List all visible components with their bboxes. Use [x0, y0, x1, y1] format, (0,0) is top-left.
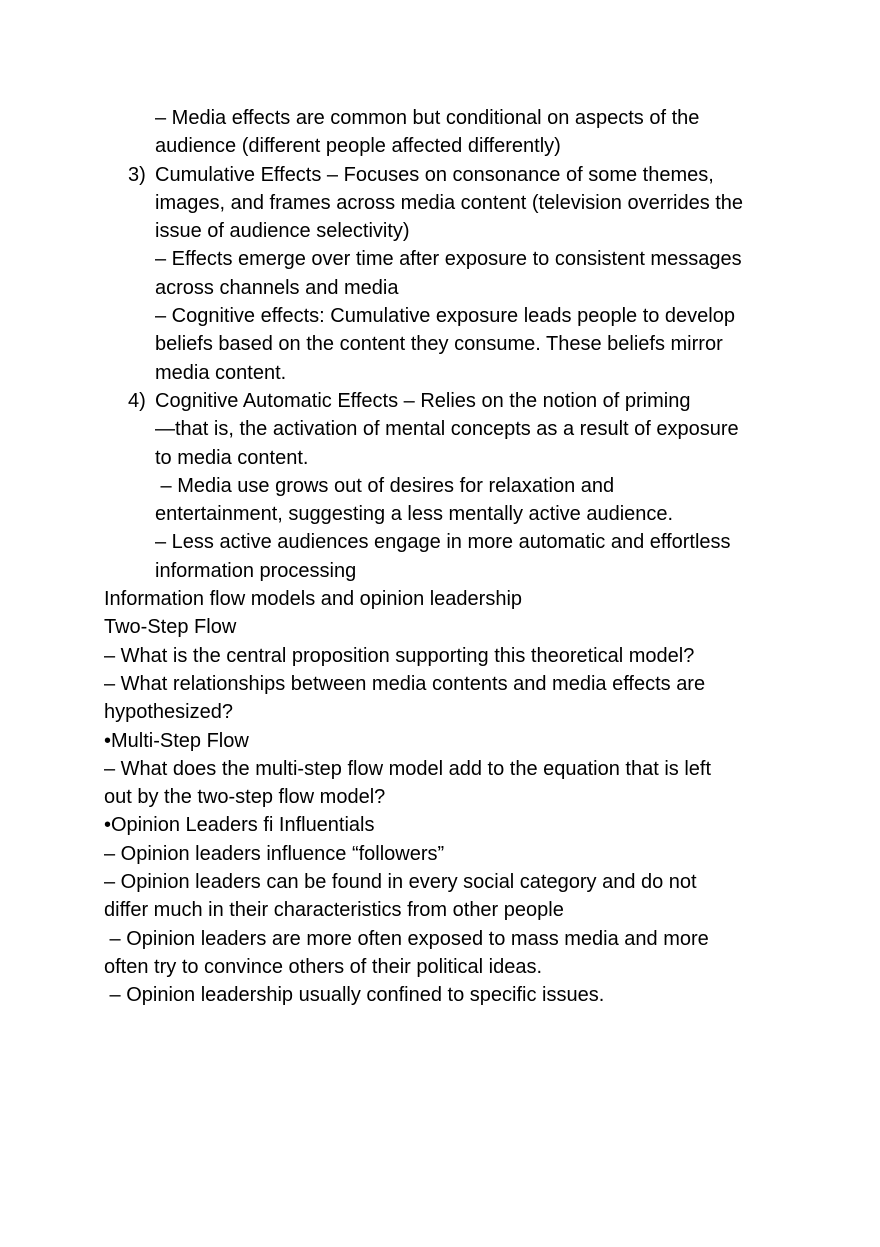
text-line: images, and frames across media content (television overrides the [155, 191, 744, 214]
text-line: – Cognitive effects: Cumulative exposure leads people to develop [155, 305, 735, 328]
text-line: – Opinion leadership usually confined to specific issues. [104, 984, 605, 1007]
text-line: – Effects emerge over time after exposure to consistent messages [155, 248, 742, 271]
list-item-text: Cognitive Automatic Effects – Relies on the notion of priming [155, 389, 691, 412]
text-line: —that is, the activation of mental concepts as a result of exposure [155, 418, 739, 441]
text-line: media content. [155, 361, 287, 384]
text-line: – Opinion leaders can be found in every social category and do not [104, 871, 697, 894]
text-line: entertainment, suggesting a less mentally active audience. [155, 503, 674, 526]
list-item-3 [104, 161, 784, 189]
bullet-heading: •Multi-Step Flow [104, 729, 249, 752]
text-line: – Media use grows out of desires for relaxation and [155, 474, 615, 497]
text-line: across channels and media [155, 276, 399, 299]
text-line: – Opinion leaders are more often exposed to mass media and more [104, 927, 709, 950]
text-line: to media content. [155, 446, 309, 469]
section-heading: Information flow models and opinion leadership [104, 588, 523, 611]
text-line: information processing [155, 559, 357, 582]
text-line: differ much in their characteristics from other people [104, 899, 564, 922]
text-line: audience (different people affected differently) [155, 135, 561, 158]
text-line: out by the two-step flow model? [104, 786, 386, 809]
text-line: often try to convince others of their political ideas. [104, 955, 543, 978]
subheading: Two-Step Flow [104, 616, 237, 639]
document-page [104, 104, 784, 1010]
text-line: – Media effects are common but conditional on aspects of the [155, 107, 700, 129]
text-line: – What relationships between media contents and media effects are [104, 672, 706, 695]
list-number: 4) [128, 389, 146, 412]
text-line: – What does the multi-step flow model add to the equation that is left [104, 757, 712, 780]
text-line: – Less active audiences engage in more automatic and effortless [155, 531, 731, 554]
list-item-text: Cumulative Effects – Focuses on consonance of some themes, [155, 163, 714, 186]
text-line: issue of audience selectivity) [155, 220, 410, 243]
text-line: beliefs based on the content they consume. These beliefs mirror [155, 333, 723, 356]
text-line: – Opinion leaders influence “followers” [104, 842, 445, 865]
list-item-4 [104, 387, 784, 415]
list-number: 3) [128, 163, 146, 186]
text-line: hypothesized? [104, 701, 233, 724]
bullet-heading: •Opinion Leaders ﬁ Influentials [104, 814, 375, 837]
text-line: – What is the central proposition supporting this theoretical model? [104, 644, 695, 667]
